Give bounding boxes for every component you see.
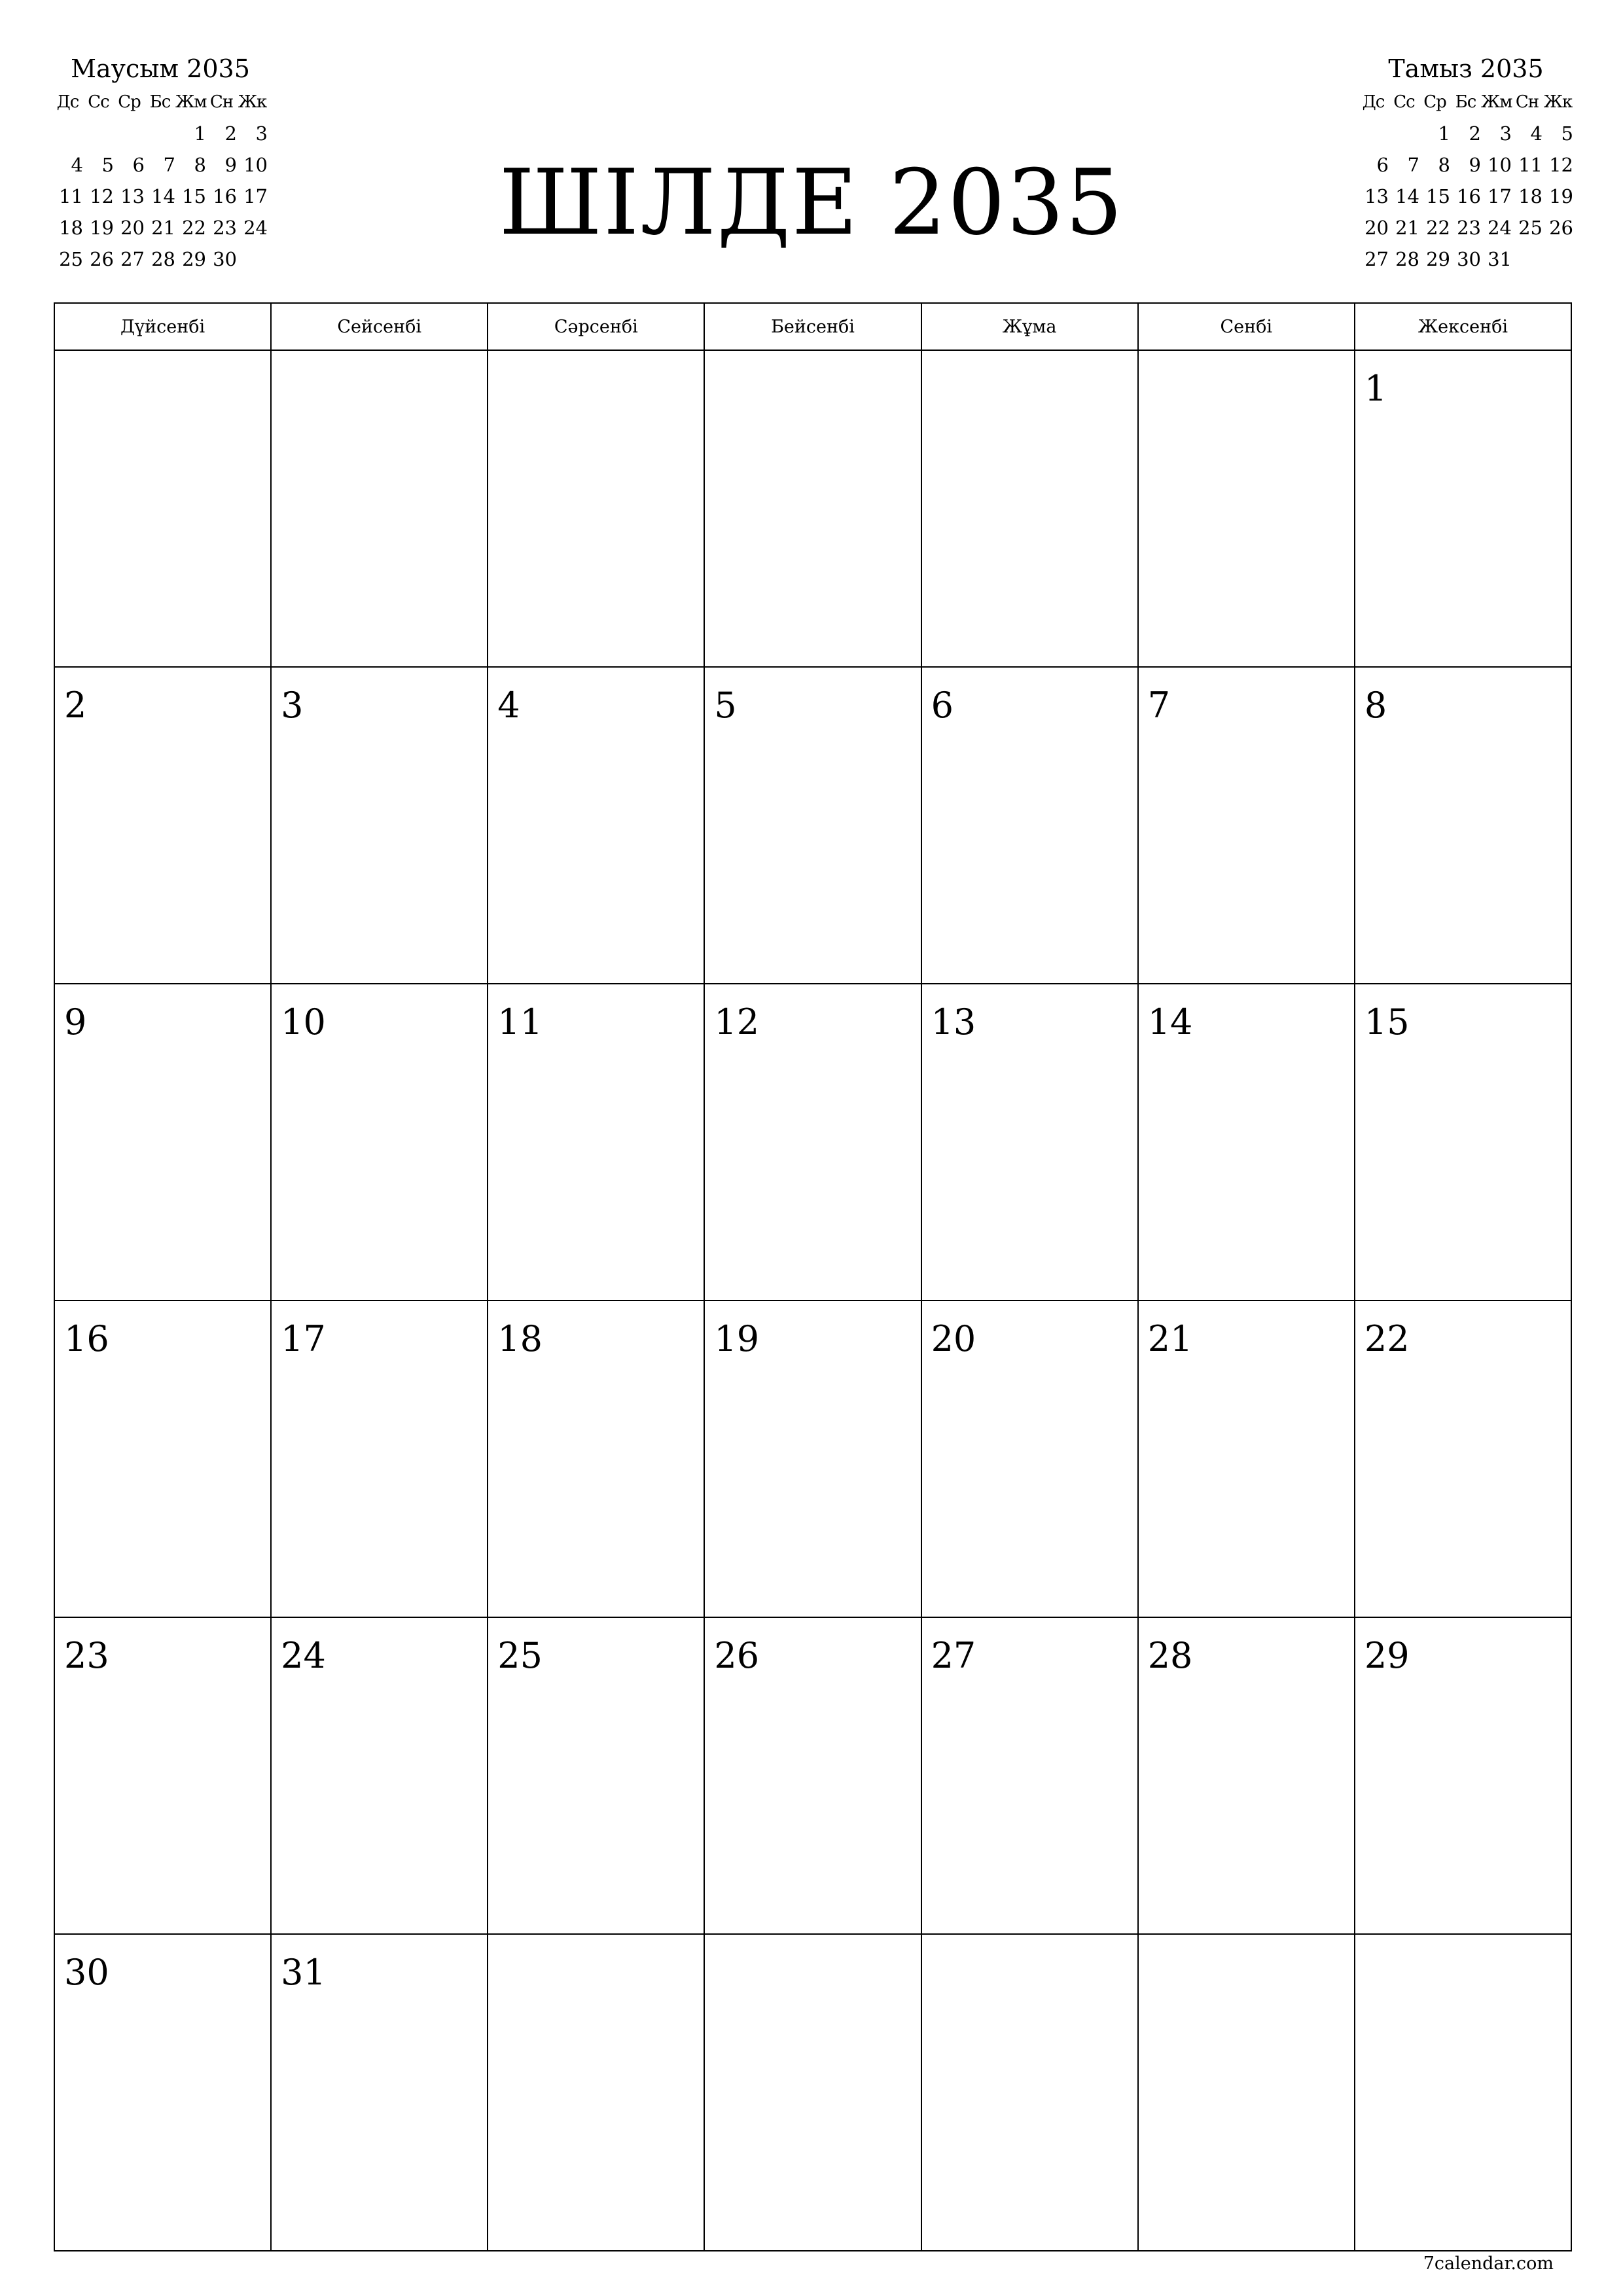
day-number xyxy=(488,351,704,369)
mini-day: 2 xyxy=(224,122,237,145)
mini-day: 16 xyxy=(213,185,237,207)
mini-weekday-label: Ср xyxy=(118,92,141,112)
day-cell[interactable] xyxy=(271,667,488,984)
mini-day: 23 xyxy=(213,217,237,239)
mini-day: 19 xyxy=(90,217,114,239)
month-grid xyxy=(54,302,1572,2251)
mini-day: 16 xyxy=(1457,185,1481,207)
mini-day: 5 xyxy=(101,154,114,176)
mini-day: 22 xyxy=(1426,217,1450,239)
mini-day: 7 xyxy=(1407,154,1419,176)
day-number: 23 xyxy=(64,1635,109,1676)
day-cell[interactable] xyxy=(704,667,921,984)
mini-calendar-next-grid xyxy=(1358,86,1574,275)
mini-day: 30 xyxy=(1457,248,1481,270)
day-number xyxy=(922,351,1137,369)
day-number: 8 xyxy=(1364,685,1387,726)
day-number: 18 xyxy=(497,1318,543,1359)
day-number: 14 xyxy=(1147,1001,1193,1043)
mini-weekday-label: Сн xyxy=(209,92,234,112)
day-cell[interactable] xyxy=(704,1617,921,1934)
day-number: 30 xyxy=(64,1952,109,1993)
mini-day: 25 xyxy=(1518,217,1543,239)
mini-weekday-label: Дс xyxy=(56,92,79,112)
mini-day: 8 xyxy=(1438,154,1450,176)
day-number xyxy=(272,351,487,369)
mini-day: 3 xyxy=(1499,122,1512,145)
mini-day: 17 xyxy=(1488,185,1512,207)
mini-day: 4 xyxy=(1530,122,1543,145)
day-number: 31 xyxy=(281,1952,326,1993)
mini-weekday-label: Бс xyxy=(1455,92,1476,112)
week-row xyxy=(54,1300,1571,1617)
day-cell[interactable] xyxy=(54,984,271,1300)
day-cell[interactable] xyxy=(921,1934,1138,2251)
day-number: 4 xyxy=(497,685,520,726)
day-number: 5 xyxy=(714,685,737,726)
day-number: 13 xyxy=(931,1001,976,1043)
day-cell[interactable] xyxy=(1355,350,1571,667)
day-cell[interactable] xyxy=(1138,984,1355,1300)
day-number xyxy=(922,1935,1137,1953)
day-number: 7 xyxy=(1147,685,1171,726)
day-number: 2 xyxy=(64,685,87,726)
day-cell[interactable] xyxy=(54,1300,271,1617)
day-number: 29 xyxy=(1364,1635,1410,1676)
day-number: 24 xyxy=(281,1635,326,1676)
day-number: 16 xyxy=(64,1318,109,1359)
mini-day: 12 xyxy=(90,185,114,207)
day-cell[interactable] xyxy=(54,350,271,667)
day-number xyxy=(1139,351,1354,369)
day-cell[interactable] xyxy=(488,667,704,984)
mini-day: 23 xyxy=(1457,217,1481,239)
mini-day: 22 xyxy=(182,217,206,239)
mini-day: 3 xyxy=(255,122,268,145)
day-cell[interactable] xyxy=(54,667,271,984)
week-row xyxy=(54,350,1571,667)
mini-day: 15 xyxy=(1426,185,1450,207)
day-cell[interactable] xyxy=(704,1300,921,1617)
day-cell[interactable] xyxy=(1355,1617,1571,1934)
mini-calendar-next-title: Тамыз 2035 xyxy=(1388,54,1544,83)
mini-day: 2 xyxy=(1469,122,1481,145)
day-number: 10 xyxy=(281,1001,326,1043)
day-cell[interactable] xyxy=(921,350,1138,667)
week-row xyxy=(54,667,1571,984)
day-number xyxy=(705,1935,920,1953)
day-number: 19 xyxy=(714,1318,760,1359)
mini-day: 13 xyxy=(1364,185,1389,207)
weekday-header: Жұма xyxy=(921,303,1138,350)
mini-day: 31 xyxy=(1488,248,1512,270)
day-cell[interactable] xyxy=(1355,1300,1571,1617)
mini-day: 10 xyxy=(1488,154,1512,176)
day-number: 11 xyxy=(497,1001,543,1043)
day-number: 3 xyxy=(281,685,304,726)
day-cell[interactable] xyxy=(1138,1300,1355,1617)
day-cell[interactable] xyxy=(488,984,704,1300)
day-number: 20 xyxy=(931,1318,976,1359)
mini-day: 6 xyxy=(1376,154,1389,176)
mini-day: 28 xyxy=(151,248,175,270)
mini-day: 26 xyxy=(90,248,114,270)
mini-weekday-label: Жк xyxy=(238,92,267,112)
weekday-header-row xyxy=(54,303,1571,350)
day-cell[interactable] xyxy=(1355,1934,1571,2251)
mini-weekday-label: Жм xyxy=(175,92,207,112)
mini-day: 14 xyxy=(1395,185,1419,207)
day-cell[interactable] xyxy=(704,1934,921,2251)
day-cell[interactable] xyxy=(488,1300,704,1617)
day-number: 12 xyxy=(714,1001,760,1043)
day-cell[interactable] xyxy=(921,1300,1138,1617)
day-number xyxy=(1139,1935,1354,1953)
mini-day: 14 xyxy=(151,185,175,207)
page-title: ШІЛДЕ 2035 xyxy=(499,150,1124,255)
day-number: 1 xyxy=(1364,368,1387,409)
day-cell[interactable] xyxy=(1138,350,1355,667)
day-number: 17 xyxy=(281,1318,326,1359)
day-number: 9 xyxy=(64,1001,87,1043)
mini-day: 1 xyxy=(1438,122,1450,145)
day-cell[interactable] xyxy=(271,1617,488,1934)
day-number xyxy=(488,1935,704,1953)
mini-day: 6 xyxy=(132,154,145,176)
mini-day xyxy=(1389,118,1419,149)
day-number: 21 xyxy=(1147,1318,1193,1359)
mini-day: 24 xyxy=(243,217,268,239)
mini-weekday-label: Сс xyxy=(1393,92,1415,112)
day-cell[interactable] xyxy=(704,984,921,1300)
weekday-header: Сенбі xyxy=(1138,303,1355,350)
mini-weekday-label: Жм xyxy=(1481,92,1512,112)
mini-weekday-label: Бс xyxy=(149,92,171,112)
day-cell[interactable] xyxy=(54,1934,271,2251)
day-number xyxy=(705,351,920,369)
mini-day: 20 xyxy=(1364,217,1389,239)
day-cell[interactable] xyxy=(1355,667,1571,984)
mini-day xyxy=(1512,243,1543,275)
day-number: 28 xyxy=(1147,1635,1193,1676)
mini-day: 19 xyxy=(1549,185,1573,207)
day-number: 26 xyxy=(714,1635,760,1676)
day-cell[interactable] xyxy=(271,1300,488,1617)
mini-weekday-label: Дс xyxy=(1362,92,1385,112)
day-number: 6 xyxy=(931,685,954,726)
weekday-header: Сәрсенбі xyxy=(488,303,704,350)
mini-day: 13 xyxy=(120,185,145,207)
mini-day: 18 xyxy=(59,217,83,239)
day-cell[interactable] xyxy=(488,1617,704,1934)
day-cell[interactable] xyxy=(704,350,921,667)
mini-day: 9 xyxy=(1469,154,1481,176)
day-cell[interactable] xyxy=(488,1934,704,2251)
mini-day: 11 xyxy=(59,185,83,207)
day-cell[interactable] xyxy=(488,350,704,667)
mini-weekday-label: Сн xyxy=(1515,92,1539,112)
mini-day: 1 xyxy=(194,122,206,145)
day-cell[interactable] xyxy=(271,350,488,667)
mini-day: 29 xyxy=(182,248,206,270)
mini-weekday-label: Сс xyxy=(88,92,109,112)
mini-day: 24 xyxy=(1488,217,1512,239)
day-number xyxy=(55,351,270,369)
mini-day: 5 xyxy=(1561,122,1573,145)
watermark: 7calendar.com xyxy=(1423,2253,1554,2274)
mini-calendar-prev-title: Маусым 2035 xyxy=(71,54,250,83)
mini-day: 29 xyxy=(1426,248,1450,270)
week-row xyxy=(54,984,1571,1300)
week-row xyxy=(54,1617,1571,1934)
mini-day: 12 xyxy=(1549,154,1573,176)
day-cell[interactable] xyxy=(921,667,1138,984)
day-cell[interactable] xyxy=(271,984,488,1300)
mini-day: 21 xyxy=(1395,217,1419,239)
mini-day: 9 xyxy=(224,154,237,176)
mini-day: 17 xyxy=(243,185,268,207)
mini-day xyxy=(1543,243,1573,275)
mini-day: 21 xyxy=(151,217,175,239)
day-number: 25 xyxy=(497,1635,543,1676)
week-row xyxy=(54,1934,1571,2251)
day-number xyxy=(1355,1935,1571,1953)
mini-day: 27 xyxy=(1364,248,1389,270)
day-cell[interactable] xyxy=(54,1617,271,1934)
mini-day: 11 xyxy=(1518,154,1543,176)
weekday-header: Жексенбі xyxy=(1355,303,1571,350)
mini-calendar-next-month xyxy=(1358,51,1574,275)
mini-day: 28 xyxy=(1395,248,1419,270)
day-number: 22 xyxy=(1364,1318,1410,1359)
mini-weekday-label: Ср xyxy=(1423,92,1446,112)
mini-day: 7 xyxy=(163,154,175,176)
mini-day: 20 xyxy=(120,217,145,239)
mini-day: 10 xyxy=(243,154,268,176)
mini-day: 8 xyxy=(194,154,206,176)
mini-weekday-label: Жк xyxy=(1543,92,1573,112)
day-cell[interactable] xyxy=(1355,984,1571,1300)
day-number: 27 xyxy=(931,1635,976,1676)
day-number: 15 xyxy=(1364,1001,1410,1043)
mini-day: 18 xyxy=(1518,185,1543,207)
weekday-header: Бейсенбі xyxy=(704,303,921,350)
day-cell[interactable] xyxy=(1138,1934,1355,2251)
day-cell[interactable] xyxy=(1138,1617,1355,1934)
mini-day: 25 xyxy=(59,248,83,270)
day-cell[interactable] xyxy=(921,1617,1138,1934)
day-cell[interactable] xyxy=(1138,667,1355,984)
weekday-header: Дүйсенбі xyxy=(54,303,271,350)
mini-day: 15 xyxy=(182,185,206,207)
mini-day: 30 xyxy=(213,248,237,270)
weekday-header: Сейсенбі xyxy=(271,303,488,350)
mini-day xyxy=(1358,118,1389,149)
mini-day: 27 xyxy=(120,248,145,270)
day-cell[interactable] xyxy=(271,1934,488,2251)
day-cell[interactable] xyxy=(921,984,1138,1300)
mini-day: 26 xyxy=(1549,217,1573,239)
mini-day: 4 xyxy=(71,154,83,176)
